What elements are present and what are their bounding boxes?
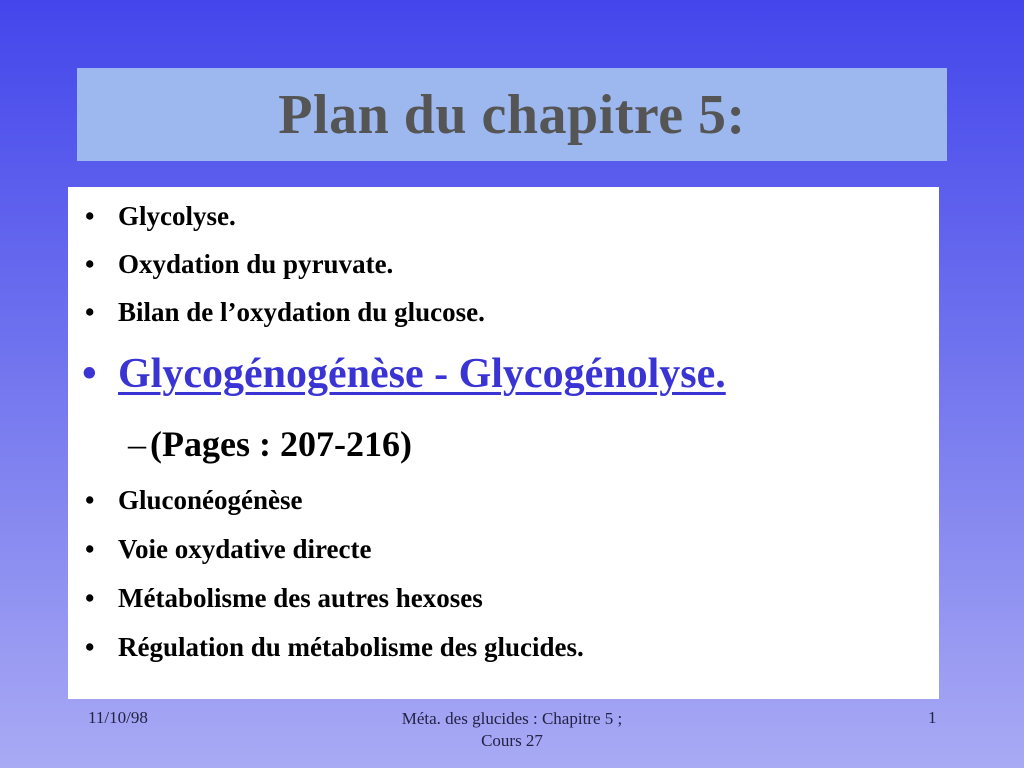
list-item-text: Bilan de l’oxydation du glucose. [118, 297, 485, 327]
list-item-text: Régulation du métabolisme des glucides. [118, 632, 584, 662]
bullet-icon: • [85, 534, 95, 564]
footer-date: 11/10/98 [88, 708, 148, 727]
bullet-icon: • [82, 351, 97, 397]
sub-item-text: (Pages : 207-216) [150, 424, 412, 464]
list-item-text: Gluconéogénèse [118, 485, 303, 515]
bullet-icon: • [85, 632, 95, 662]
bullet-icon: • [85, 201, 95, 231]
list-item-text: Métabolisme des autres hexoses [118, 583, 483, 613]
list-item-text: Voie oxydative directe [118, 534, 372, 564]
list-item-link-text[interactable]: Glycogénogénèse - Glycogénolyse. [118, 351, 726, 397]
dash-icon: – [128, 424, 146, 464]
footer-course-line1: Méta. des glucides : Chapitre 5 ; [401, 709, 623, 728]
list-item-text: Oxydation du pyruvate. [118, 249, 394, 279]
list-item-text: Glycolyse. [118, 201, 236, 231]
slide-title-box [77, 68, 947, 161]
content-panel [68, 187, 939, 699]
footer-page-number: 1 [928, 708, 937, 727]
sub-item-pages [128, 423, 412, 465]
bullet-icon: • [85, 583, 95, 613]
footer-course-info [362, 708, 662, 752]
bullet-icon: • [85, 249, 95, 279]
bullet-icon: • [85, 485, 95, 515]
bullet-icon: • [85, 297, 95, 327]
footer-course-line2: Cours 27 [481, 731, 543, 750]
slide-title: Plan du chapitre 5: [278, 83, 746, 146]
